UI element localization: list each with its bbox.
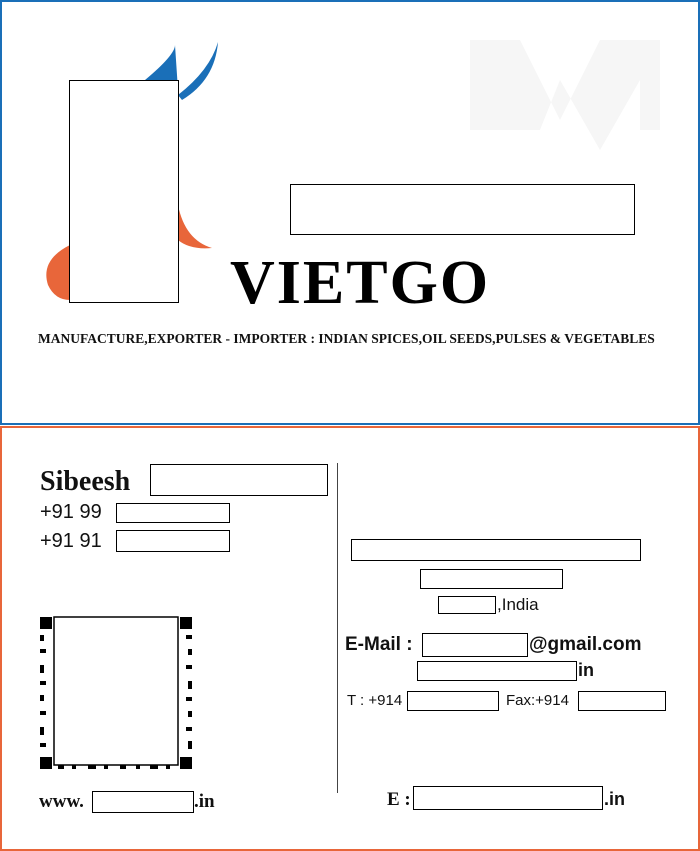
website-redaction	[92, 791, 194, 813]
e-label: E :	[387, 789, 411, 810]
orange-swoosh	[46, 245, 70, 300]
fax-redaction	[578, 691, 666, 711]
email-domain: @gmail.com	[529, 634, 642, 655]
telephone-redaction	[407, 691, 499, 711]
phone-2-redaction	[116, 530, 230, 552]
brand-name: VIETGO	[230, 249, 491, 317]
company-name-redaction	[290, 184, 635, 235]
qr-code	[38, 615, 194, 771]
watermark-shape	[470, 40, 660, 150]
address-line-2-redaction	[420, 569, 563, 589]
phone-2: +91 91	[40, 530, 102, 552]
orange-swoosh-2	[178, 205, 212, 248]
email-2-redaction	[417, 661, 577, 681]
fax-label: Fax:+914	[506, 692, 569, 709]
card-back	[0, 426, 700, 851]
e-suffix: .in	[604, 789, 625, 809]
telephone-label: T : +914	[347, 692, 403, 709]
e-redaction	[413, 786, 603, 810]
surname-redaction	[150, 464, 328, 496]
phone-1-redaction	[116, 503, 230, 523]
tagline: MANUFACTURE,EXPORTER - IMPORTER : INDIAN SPICES,OIL SEEDS,PULSES & VEGETABLES	[38, 331, 655, 346]
country: ,India	[497, 595, 539, 614]
phone-1: +91 99	[40, 501, 102, 523]
website-prefix: www.	[39, 791, 84, 812]
email-2-suffix: in	[578, 660, 594, 680]
address-line-1-redaction	[351, 539, 641, 561]
city-redaction	[438, 596, 496, 614]
card-front	[0, 0, 700, 425]
vertical-divider	[337, 463, 338, 793]
contact-name: Sibeesh	[40, 466, 131, 497]
logo-redaction	[69, 80, 179, 303]
website-suffix: .in	[194, 791, 215, 812]
email-label: E-Mail :	[345, 634, 413, 655]
blue-swoosh-2	[178, 42, 218, 100]
email-user-redaction	[422, 633, 528, 657]
